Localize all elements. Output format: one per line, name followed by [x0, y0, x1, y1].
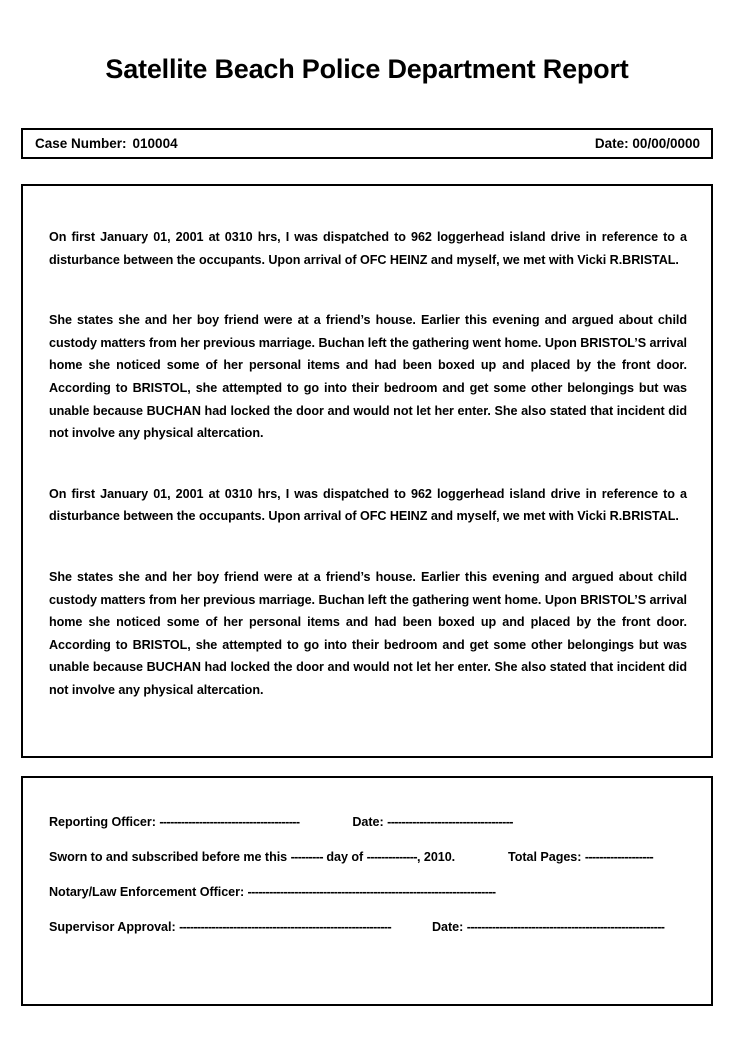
sworn-prefix-label: Sworn to and subscribed before me this: [49, 850, 288, 864]
reporting-officer-label: Reporting Officer:: [49, 815, 156, 829]
supervisor-date-label: Date:: [432, 920, 464, 934]
reporting-officer-date-label: Date:: [352, 815, 384, 829]
case-number-field: [35, 136, 178, 152]
sworn-statement-row: [49, 849, 695, 865]
report-date-field: Date: 00/00/0000: [594, 135, 700, 151]
total-pages-label: Total Pages:: [508, 850, 582, 864]
case-number-label: Case Number:: [35, 135, 127, 151]
narrative-paragraph: She states she and her boy friend were at a friend’s house. Earlier this evening and argued about child custody matters from her previous marriage. Buchan left the gathering went home. Upon BRISTOL’S arrival home she noticed some of her personal items and had been boxed up and placed by the front door. According to BRISTOL, she attempted to go into their bedroom and get some other belongings but was unable because BUCHAN had locked the door and would not let her enter. She also stated that incident did not involve any physical altercation.: [49, 569, 687, 697]
sworn-month-rule[interactable]: --------------: [366, 850, 417, 864]
sworn-day-of-label: day of: [326, 850, 364, 864]
supervisor-approval-label: Supervisor Approval:: [49, 920, 176, 934]
sworn-year-label: , 2010.: [416, 850, 456, 864]
total-pages-rule[interactable]: -------------------: [584, 850, 654, 864]
supervisor-approval-rule[interactable]: -----------------------------------------------------------: [179, 920, 392, 934]
case-info-bar: [21, 128, 713, 159]
narrative-box: [21, 184, 713, 758]
narrative-paragraph: On first January 01, 2001 at 0310 hrs, I was dispatched to 962 loggerhead island drive in reference to a disturbance between the occupants. Upon arrival of OFC HEINZ and myself, we met with Vicki R.BRISTAL.: [49, 486, 687, 524]
notary-officer-rule[interactable]: ---------------------------------------------------------------------: [247, 885, 496, 899]
supervisor-date-rule[interactable]: -------------------------------------------------------: [466, 920, 665, 934]
signature-box: [21, 776, 713, 1006]
narrative-paragraph: She states she and her boy friend were at a friend’s house. Earlier this evening and argued about child custody matters from her previous marriage. Buchan left the gathering went home. Upon BRISTOL’S arrival home she noticed some of her personal items and had been boxed up and placed by the front door. According to BRISTOL, she attempted to go into their bedroom and get some other belongings but was unable because BUCHAN had locked the door and would not let her enter. She also stated that incident did not involve any physical altercation.: [49, 313, 687, 441]
narrative-paragraph: On first January 01, 2001 at 0310 hrs, I was dispatched to 962 loggerhead island drive in reference to a disturbance between the occupants. Upon arrival of OFC HEINZ and myself, we met with Vicki R.BRISTAL.: [49, 230, 687, 267]
page-title: Satellite Beach Police Department Report: [105, 54, 629, 84]
sworn-day-rule[interactable]: ---------: [290, 850, 323, 864]
supervisor-approval-row: [49, 919, 695, 935]
notary-officer-row: [49, 884, 695, 900]
reporting-officer-row: [49, 814, 695, 830]
case-number-value: 010004: [132, 135, 178, 151]
reporting-officer-signature-rule[interactable]: ---------------------------------------: [159, 815, 300, 829]
reporting-officer-date-rule[interactable]: -----------------------------------: [387, 815, 513, 829]
notary-officer-label: Notary/Law Enforcement Officer:: [49, 885, 245, 899]
